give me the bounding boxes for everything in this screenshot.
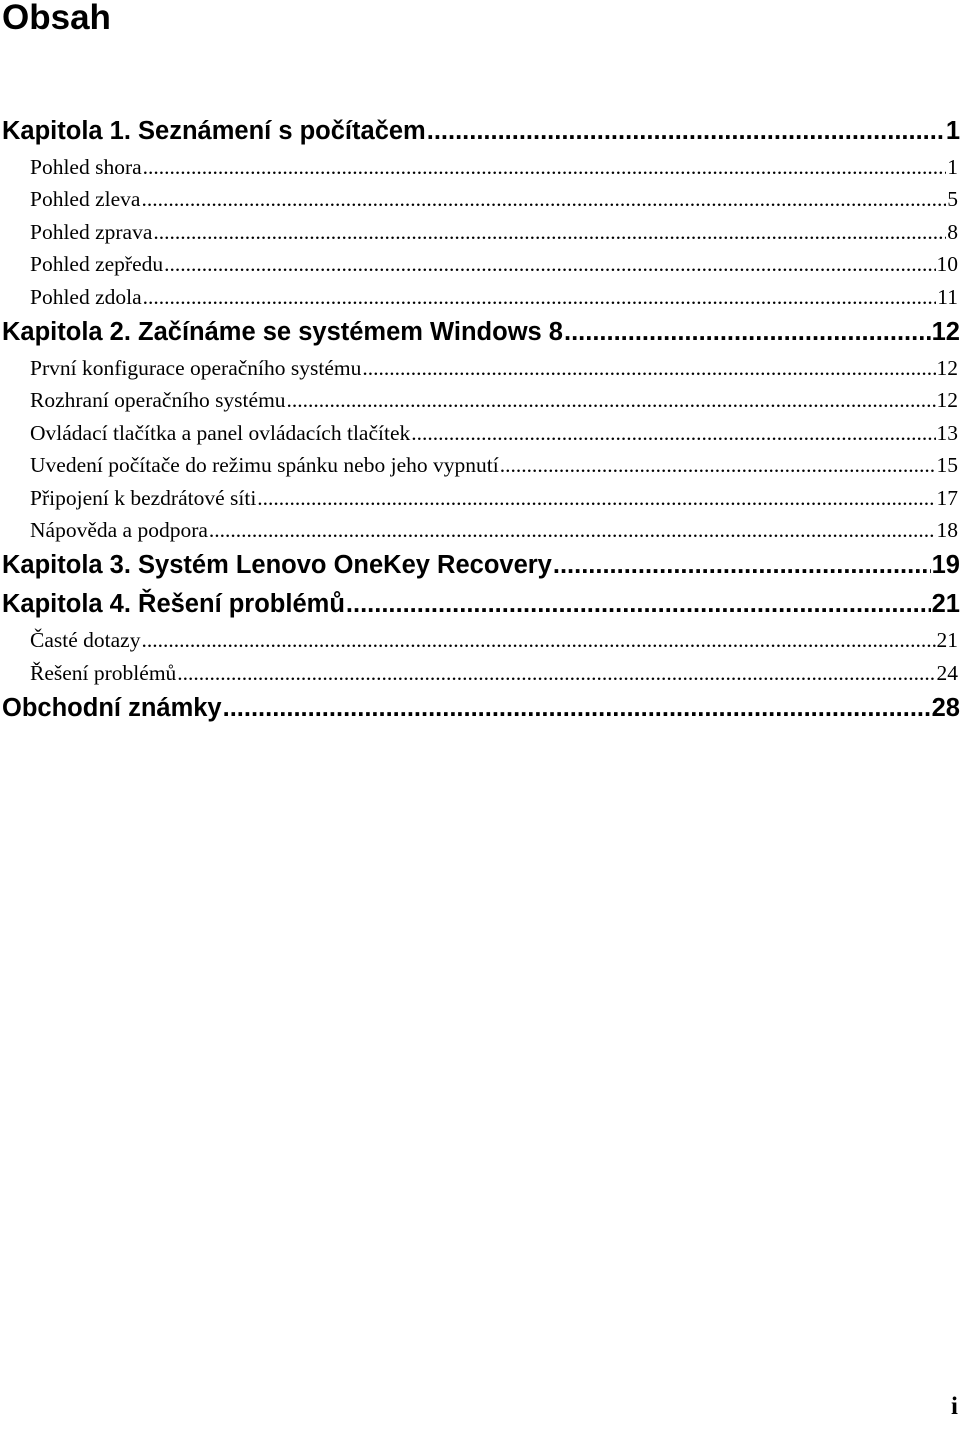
toc-chapter-3[interactable] [0,546,960,585]
toc-entry-pohled-zleva[interactable] [0,183,960,215]
table-of-contents [0,112,960,728]
toc-page-number: 1 [945,117,960,145]
toc-label: Pohled zepředu [30,252,164,277]
toc-leader [223,689,931,728]
toc-entry-bezdratova-sit[interactable] [0,482,960,514]
toc-leader [141,624,935,656]
toc-leader [500,449,936,481]
toc-label: Kapitola 2. Začínáme se systémem Windows 8 [2,317,563,346]
toc-page-number: 1 [947,155,958,179]
toc-page-number: 12 [936,355,958,380]
toc-label: Pohled zleva [30,187,141,212]
toc-entry-rozhrani[interactable] [0,384,960,416]
toc-label: Pohled zprava [30,219,153,244]
toc-label: Rozhraní operačního systému [30,388,286,413]
toc-label: Obchodní známky [2,694,222,723]
toc-entry-caste-dotazy[interactable] [0,624,960,656]
toc-entry-pohled-zepredu[interactable] [0,248,960,280]
toc-page-number: 17 [936,485,958,510]
toc-chapter-2[interactable] [0,313,960,352]
toc-label: Pohled zdola [30,284,142,309]
toc-page-number: 18 [936,517,958,542]
toc-label: Kapitola 4. Řešení problémů [2,590,345,619]
toc-page-number: 10 [936,252,958,277]
page-number: i [951,1393,958,1420]
toc-leader [164,248,935,280]
toc-entry-ovladaci-tlacitka[interactable] [0,417,960,449]
toc-leader [153,216,946,248]
toc-label: Ovládací tlačítka a panel ovládacích tlačítek [30,420,411,445]
toc-label: Kapitola 1. Seznámení s počítačem [2,117,426,145]
toc-leader [411,417,935,449]
toc-page-number: 13 [936,420,958,445]
toc-page-number: 11 [937,284,958,309]
toc-leader [427,112,945,151]
toc-leader [346,585,931,624]
toc-leader [287,384,936,416]
toc-leader [553,546,931,585]
toc-label: Nápověda a podpora [30,517,208,542]
toc-leader [141,183,946,215]
toc-leader [257,482,935,514]
toc-leader [177,657,935,689]
toc-page-number: 12 [931,317,960,346]
toc-entry-rezim-spanku[interactable] [0,449,960,481]
toc-page-number: 5 [947,187,958,212]
toc-page-number: 28 [931,694,960,723]
toc-page-number: 21 [936,628,958,653]
toc-page-number: 12 [936,388,958,413]
toc-label: Časté dotazy [30,628,141,653]
toc-label: První konfigurace operačního systému [30,355,362,380]
toc-page-number: 21 [931,590,960,619]
toc-entry-reseni-problemu[interactable] [0,657,960,689]
toc-page-number: 8 [947,219,958,244]
toc-chapter-4[interactable] [0,585,960,624]
toc-label: Kapitola 3. Systém Lenovo OneKey Recovery [2,551,552,580]
toc-entry-napoveda[interactable] [0,514,960,546]
toc-page-number: 19 [931,551,960,580]
toc-label: Připojení k bezdrátové síti [30,485,257,510]
toc-chapter-1[interactable] [0,112,960,151]
toc-leader [564,313,931,352]
toc-label: Pohled shora [30,155,142,179]
toc-entry-pohled-zprava[interactable] [0,216,960,248]
toc-leader [209,514,936,546]
toc-leader [362,352,935,384]
toc-page-number: 24 [936,660,958,685]
toc-label: Řešení problémů [30,660,177,685]
toc-label: Uvedení počítače do režimu spánku nebo jeho vypnutí [30,453,499,478]
toc-entry-pohled-zdola[interactable] [0,281,960,313]
toc-entry-pohled-shora[interactable] [0,151,960,183]
toc-page-number: 15 [936,453,958,478]
toc-chapter-trademarks[interactable] [0,689,960,728]
toc-entry-prvni-konfigurace[interactable] [0,352,960,384]
toc-leader [143,151,947,183]
toc-leader [143,281,937,313]
page-title: Obsah [2,0,111,37]
